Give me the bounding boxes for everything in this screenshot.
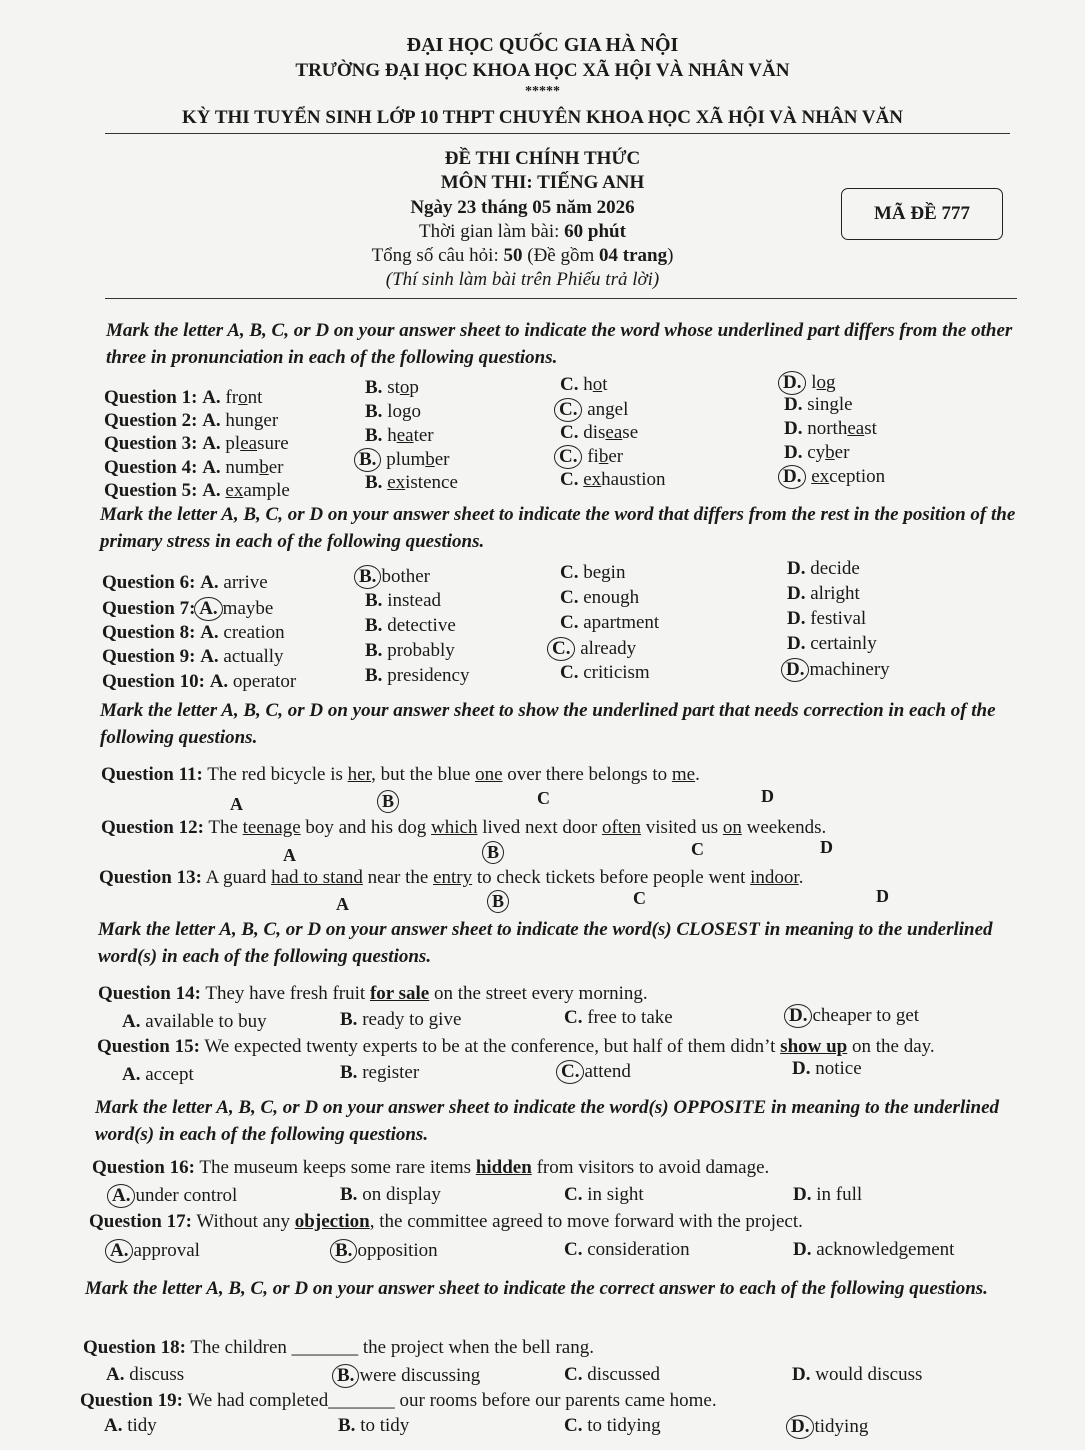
q11-label-b: B xyxy=(383,790,399,813)
q10-option-b: B. presidency xyxy=(365,665,470,686)
q17-option-d: D. acknowledgement xyxy=(793,1239,955,1260)
q2-option-d: D. single xyxy=(784,394,853,415)
question-3: Question 3: A. pleasure xyxy=(104,433,289,454)
q2-option-c: C. angel xyxy=(560,398,628,422)
q5-option-c: C. exhaustion xyxy=(560,469,666,490)
q11-label-a: A xyxy=(230,794,243,814)
q3-option-b: B. heater xyxy=(365,425,434,446)
q12-label-a: A xyxy=(283,845,296,865)
question-19: Question 19: We had completed_______ our rooms before our parents came home. xyxy=(80,1390,717,1411)
question-17: Question 17: Without any objection, the committee agreed to move forward with the project. xyxy=(89,1211,803,1232)
q4-option-b: B. plumber xyxy=(360,448,450,472)
q5-option-d: D. exception xyxy=(784,465,885,489)
header-rule-bottom xyxy=(105,298,1017,299)
q1-option-d: D. log xyxy=(784,371,836,395)
instruction-correction: Mark the letter A, B, C, or D on your answer sheet to show the underlined part that needs correction in each of the following questions. xyxy=(100,700,996,748)
question-2: Question 2: A. hunger xyxy=(104,410,279,431)
question-16: Question 16: The museum keeps some rare items hidden from visitors to avoid damage. xyxy=(92,1157,770,1178)
question-7: Question 7: A. maybe xyxy=(102,598,274,619)
q14-option-d: D. cheaper to get xyxy=(790,1004,919,1028)
q11-label-c: C xyxy=(537,788,550,808)
q8-option-b: B. detective xyxy=(365,615,456,636)
instruction-opposite: Mark the letter A, B, C, or D on your answer sheet to indicate the word(s) OPPOSITE in meaning to the underlined word(s) in each of the following questions. xyxy=(95,1097,1000,1145)
question-18: Question 18: The children _______ the project when the bell rang. xyxy=(83,1337,594,1358)
q12-label-c: C xyxy=(691,839,704,859)
subject-label: MÔN THI: TIẾNG ANH xyxy=(440,172,645,193)
question-count-line: Tổng số câu hỏi: 50 (Đề gồm 04 trang) xyxy=(371,245,674,266)
q6-option-c: C. begin xyxy=(560,562,626,583)
q9-option-d: D. certainly xyxy=(787,633,877,654)
q6-option-b: B. bother xyxy=(360,565,430,589)
question-13: Question 13: A guard had to stand near the entry to check tickets before people went indoor. xyxy=(99,867,804,888)
q16-option-b: B. on display xyxy=(340,1184,441,1205)
time-line: Thời gian làm bài: 60 phút xyxy=(419,221,626,242)
exam-title: KỲ THI TUYỂN SINH LỚP 10 THPT CHUYÊN KHOA HỌC XÃ HỘI VÀ NHÂN VĂN xyxy=(181,107,904,128)
q17-option-a: A. approval xyxy=(111,1239,200,1263)
q17-option-b: B. opposition xyxy=(336,1239,438,1263)
q14-option-a: A. available to buy xyxy=(122,1011,267,1032)
q18-option-c: C. discussed xyxy=(564,1364,661,1385)
q1-option-b: B. stop xyxy=(365,377,419,398)
q7-option-c: C. enough xyxy=(560,587,640,608)
stars-divider: ***** xyxy=(525,84,560,99)
official-label: ĐỀ THI CHÍNH THỨC xyxy=(444,148,641,169)
q19-option-b: B. to tidy xyxy=(338,1415,410,1436)
q10-option-c: C. criticism xyxy=(560,662,650,683)
question-1: Question 1: A. front xyxy=(104,387,263,408)
school-name: TRƯỜNG ĐẠI HỌC KHOA HỌC XÃ HỘI VÀ NHÂN VĂN xyxy=(295,60,790,81)
question-6: Question 6: A. arrive xyxy=(102,572,268,593)
exam-code-box: MÃ ĐỀ 777 xyxy=(841,188,1003,240)
q13-label-b: B xyxy=(493,890,509,913)
q18-option-d: D. would discuss xyxy=(792,1364,923,1385)
q14-option-b: B. ready to give xyxy=(340,1009,462,1030)
q13-label-a: A xyxy=(336,894,349,914)
q6-option-d: D. decide xyxy=(787,558,860,579)
q8-option-d: D. festival xyxy=(787,608,867,629)
university-name: ĐẠI HỌC QUỐC GIA HÀ NỘI xyxy=(406,34,679,56)
q14-option-c: C. free to take xyxy=(564,1007,673,1028)
q19-option-a: A. tidy xyxy=(104,1415,157,1436)
q9-option-b: B. probably xyxy=(365,640,455,661)
question-9: Question 9: A. actually xyxy=(102,646,284,667)
q19-option-d: D. tidying xyxy=(792,1415,868,1439)
q16-option-a: A. under control xyxy=(113,1184,237,1208)
question-15: Question 15: We expected twenty experts to be at the conference, but half of them didn’t show up on the day. xyxy=(97,1036,935,1057)
header-rule xyxy=(105,133,1010,134)
q19-option-c: C. to tidying xyxy=(564,1415,661,1436)
q16-option-d: D. in full xyxy=(793,1184,863,1205)
question-11: Question 11: The red bicycle is her, but the blue one over there belongs to me. xyxy=(101,764,700,785)
q12-label-b: B xyxy=(488,841,504,864)
q7-option-b: B. instead xyxy=(365,590,442,611)
q4-option-c: C. fiber xyxy=(560,445,623,469)
q3-option-d: D. northeast xyxy=(784,418,877,439)
q15-option-c: C. attend xyxy=(562,1060,631,1084)
q17-option-c: C. consideration xyxy=(564,1239,690,1260)
q11-label-d: D xyxy=(761,786,774,806)
q9-option-c: C. already xyxy=(553,637,636,661)
instruction-closest: Mark the letter A, B, C, or D on your answer sheet to indicate the word(s) CLOSEST in meaning to the underlined word(s) in each of the following questions. xyxy=(98,919,993,967)
question-8: Question 8: A. creation xyxy=(102,622,285,643)
question-5: Question 5: A. example xyxy=(104,480,290,501)
q5-option-b: B. existence xyxy=(365,472,458,493)
q8-option-c: C. apartment xyxy=(560,612,660,633)
question-4: Question 4: A. number xyxy=(104,457,284,478)
instruction-correct-answer: Mark the letter A, B, C, or D on your answer sheet to indicate the correct answer to each of the following questions. xyxy=(85,1278,988,1299)
q13-label-d: D xyxy=(876,886,889,906)
exam-date: Ngày 23 tháng 05 năm 2026 xyxy=(410,197,635,218)
instruction-pronunciation: Mark the letter A, B, C, or D on your answer sheet to indicate the word whose underlined part differs from the other three in pronunciation in each of the following questions. xyxy=(106,320,1013,368)
q18-option-a: A. discuss xyxy=(106,1364,185,1385)
q2-option-b: B. logo xyxy=(365,401,421,422)
q10-option-d: D. machinery xyxy=(787,658,890,682)
answer-sheet-note: (Thí sinh làm bài trên Phiếu trả lời) xyxy=(385,269,660,290)
q15-option-d: D. notice xyxy=(792,1058,862,1079)
question-14: Question 14: They have fresh fruit for sale on the street every morning. xyxy=(98,983,648,1004)
question-10: Question 10: A. operator xyxy=(102,671,297,692)
question-12: Question 12: The teenage boy and his dog which lived next door often visited us on weekends. xyxy=(101,817,827,838)
q16-option-c: C. in sight xyxy=(564,1184,644,1205)
q4-option-d: D. cyber xyxy=(784,442,850,463)
q15-option-b: B. register xyxy=(340,1062,420,1083)
q13-label-c: C xyxy=(633,888,646,908)
q1-option-c: C. hot xyxy=(560,374,608,395)
q7-option-d: D. alright xyxy=(787,583,860,604)
q12-label-d: D xyxy=(820,837,833,857)
q15-option-a: A. accept xyxy=(122,1064,194,1085)
q18-option-b: B. were discussing xyxy=(338,1364,480,1388)
q3-option-c: C. disease xyxy=(560,422,639,443)
instruction-stress: Mark the letter A, B, C, or D on your answer sheet to indicate the word that differs from the rest in the position of the primary stress in each of the following questions. xyxy=(100,504,1016,552)
